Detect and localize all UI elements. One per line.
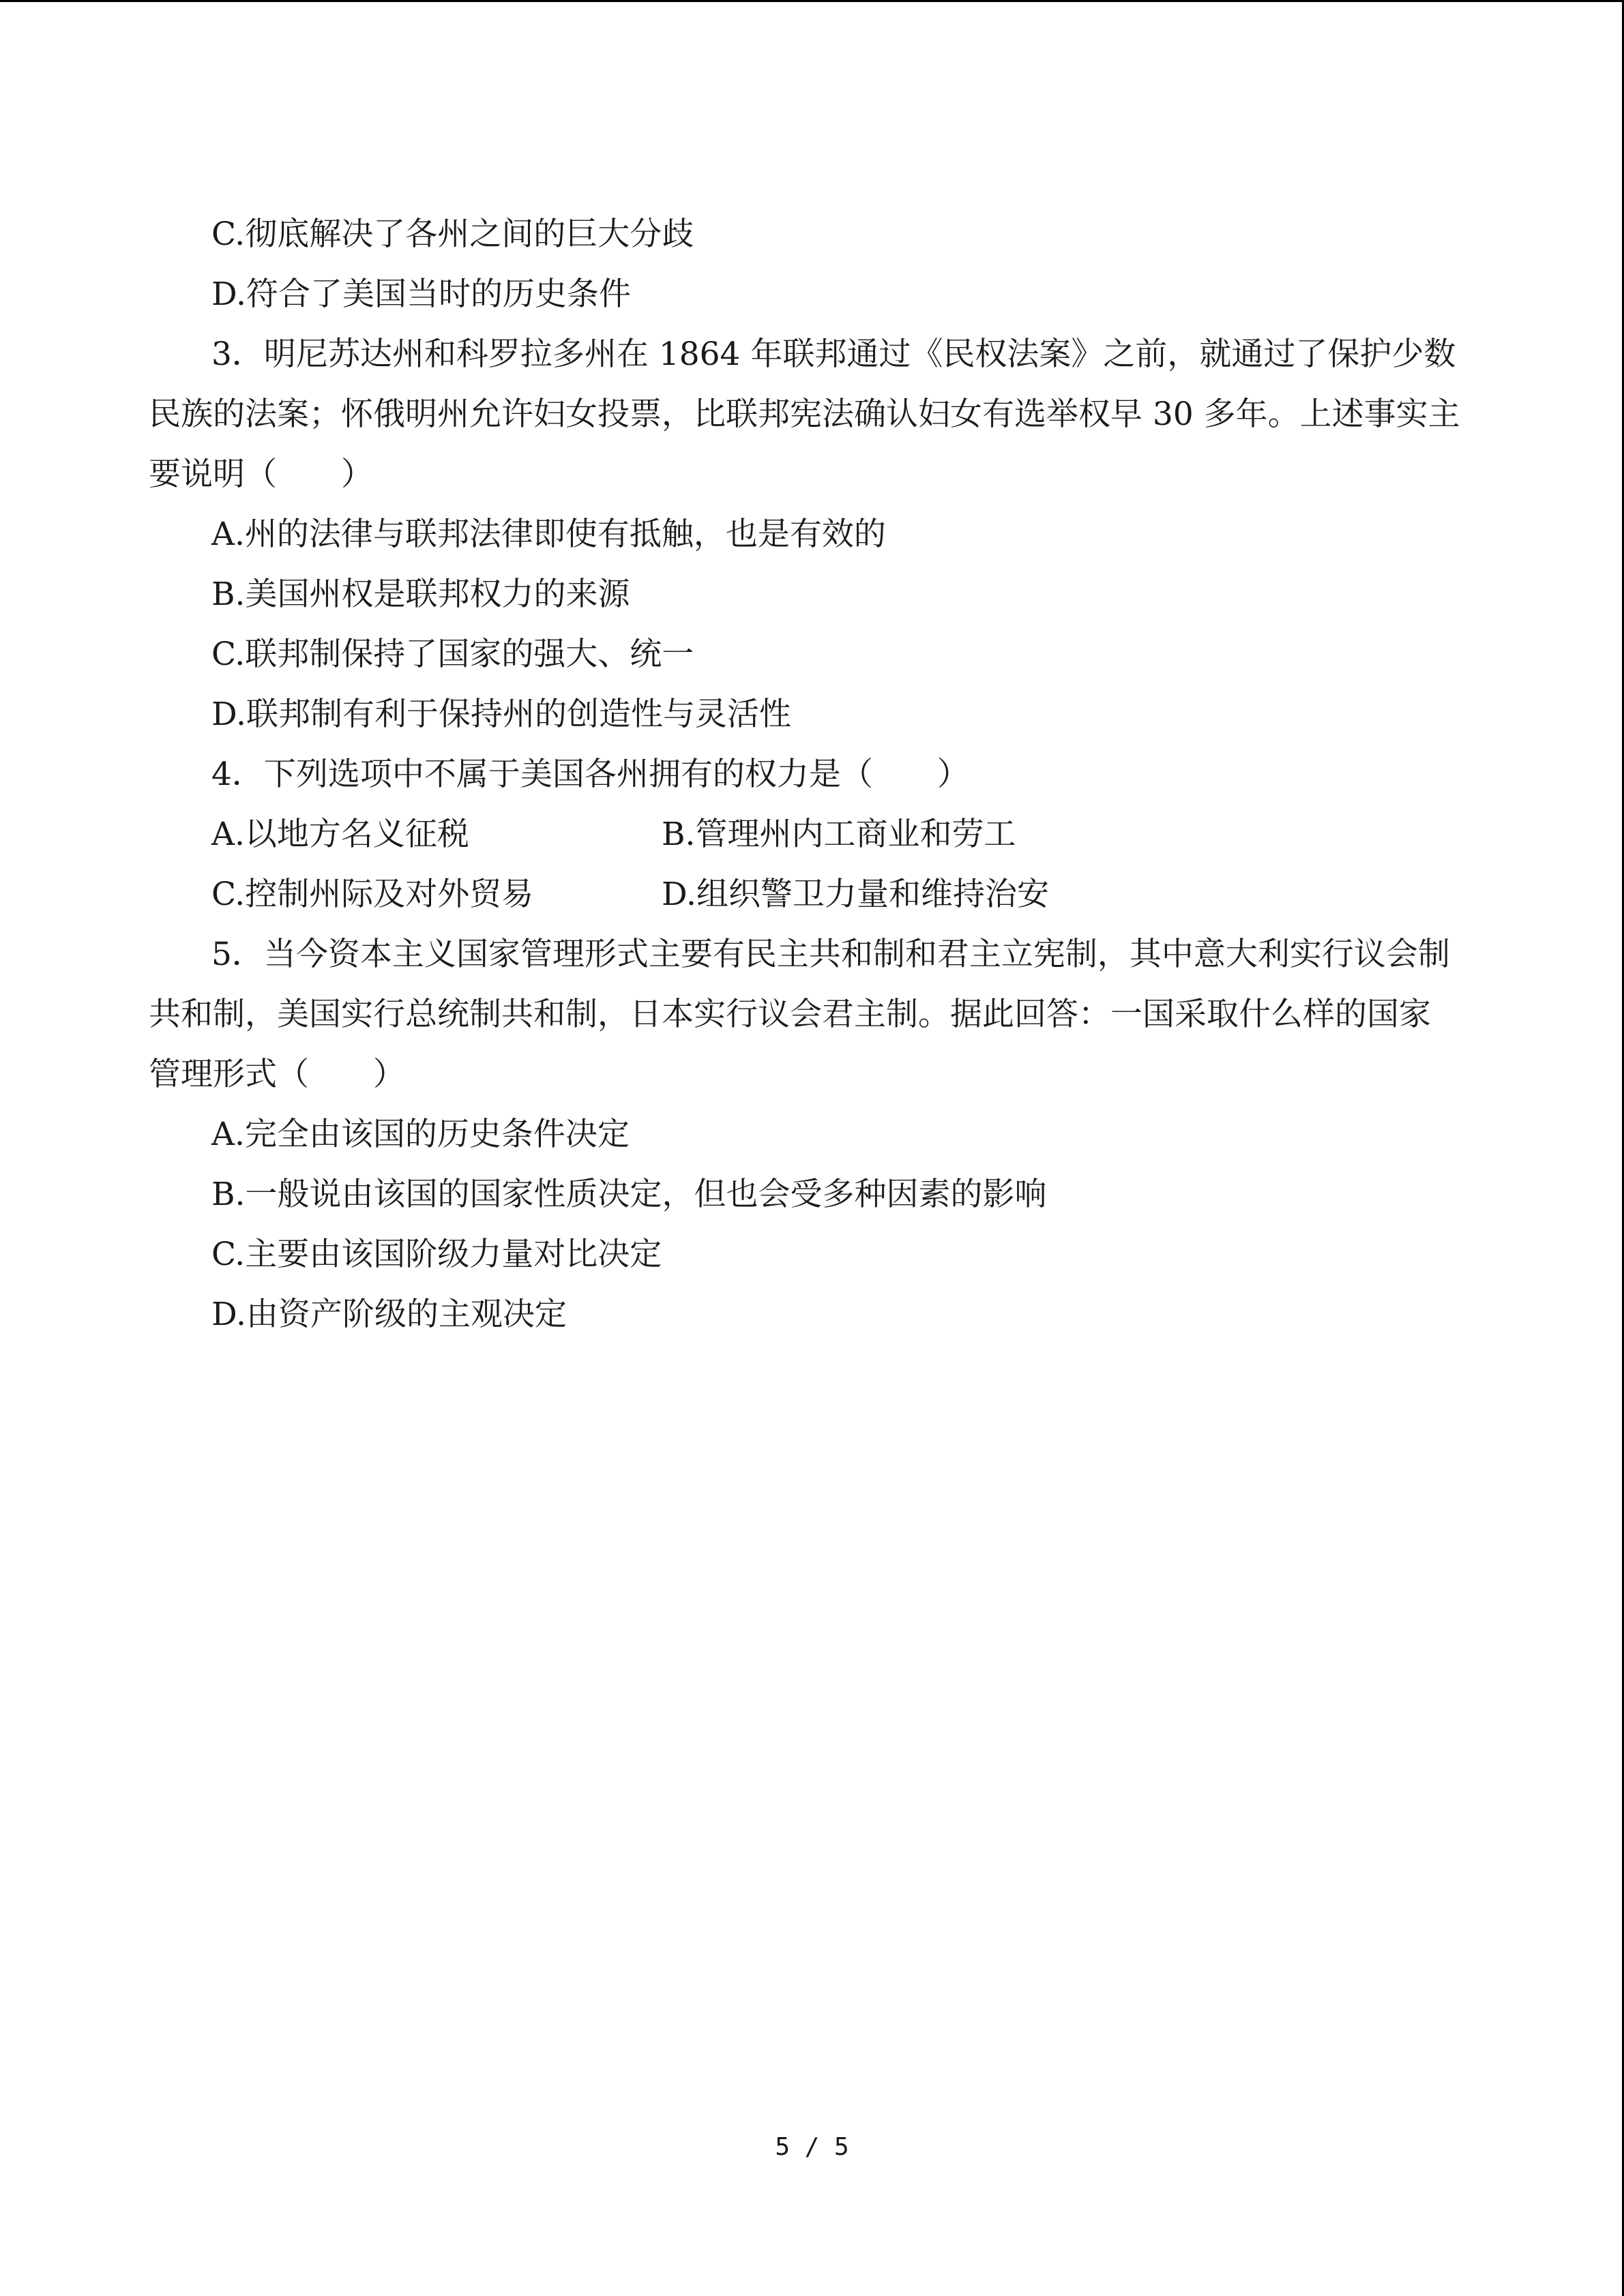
q5-stem-line-3: 管理形式（ ） xyxy=(149,1056,405,1093)
q4-stem-line-1: 4．下列选项中不属于美国各州拥有的权力是（ ） xyxy=(211,756,969,793)
q4-option-a: A.以地方名义征税 xyxy=(211,816,469,853)
q5-stem-line-1: 5．当今资本主义国家管理形式主要有民主共和制和君主立宪制，其中意大利实行议会制 xyxy=(211,936,1450,973)
question-3 xyxy=(149,325,1475,745)
q5-stem-line-2: 共和制，美国实行总统制共和制，日本实行议会君主制。据此回答：一国采取什么样的国家 xyxy=(149,996,1431,1033)
page-border-top xyxy=(0,0,1624,2)
q2-option-d: D.符合了美国当时的历史条件 xyxy=(211,275,631,313)
q4-options-row-2 xyxy=(149,865,1475,925)
question-5 xyxy=(149,925,1475,1345)
page-number: 5 / 5 xyxy=(775,2133,849,2161)
q4-option-b: B.管理州内工商业和劳工 xyxy=(662,816,1016,853)
q4-options-row-1 xyxy=(149,805,1475,865)
q3-option-d: D.联邦制有利于保持州的创造性与灵活性 xyxy=(211,696,791,733)
q3-option-b: B.美国州权是联邦权力的来源 xyxy=(211,576,630,613)
q3-stem-line-3: 要说明（ ） xyxy=(149,456,373,493)
q5-option-d: D.由资产阶级的主观决定 xyxy=(211,1296,567,1333)
document-body xyxy=(149,205,1475,1345)
q5-option-c: C.主要由该国阶级力量对比决定 xyxy=(211,1236,662,1273)
question-4 xyxy=(149,745,1475,925)
q5-option-b: B.一般说由该国的国家性质决定，但也会受多种因素的影响 xyxy=(211,1176,1047,1213)
q3-option-a: A.州的法律与联邦法律即使有抵触，也是有效的 xyxy=(211,516,886,553)
question-2-tail xyxy=(149,205,1475,325)
q3-stem-line-2: 民族的法案；怀俄明州允许妇女投票，比联邦宪法确认妇女有选举权早 30 多年。上述事实主 xyxy=(149,396,1460,433)
q3-option-c: C.联邦制保持了国家的强大、统一 xyxy=(211,636,694,673)
q4-option-d: D.组织警卫力量和维持治安 xyxy=(662,876,1049,913)
q3-stem-line-1: 3．明尼苏达州和科罗拉多州在 1864 年联邦通过《民权法案》之前，就通过了保护少数 xyxy=(211,336,1456,373)
q4-option-c: C.控制州际及对外贸易 xyxy=(211,876,534,913)
q5-option-a: A.完全由该国的历史条件决定 xyxy=(211,1116,630,1153)
q2-option-c: C.彻底解决了各州之间的巨大分歧 xyxy=(211,215,694,253)
